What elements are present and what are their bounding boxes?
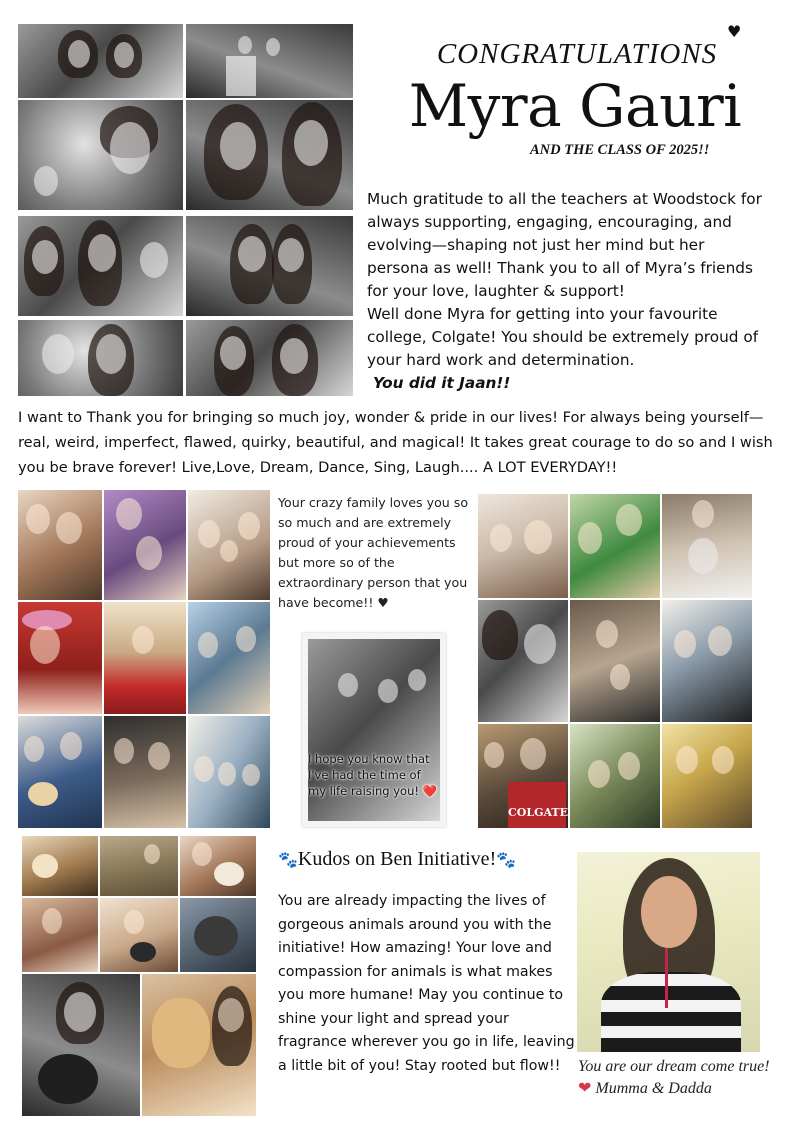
photo — [186, 24, 353, 98]
photo — [188, 490, 270, 600]
photo — [104, 602, 186, 714]
photo — [22, 836, 98, 896]
photo — [180, 836, 256, 896]
photo — [18, 24, 183, 98]
photo — [180, 898, 256, 972]
heart-icon: ❤ — [578, 1080, 592, 1097]
photo — [662, 600, 752, 722]
family-message: Your crazy family loves you so so much and are extremely proud of your achievements but more so of the extraordinary person that you have become!! ♥ — [278, 495, 469, 610]
photo — [570, 600, 660, 722]
parents-text: Mumma & Dadda — [595, 1080, 712, 1097]
photo — [662, 494, 752, 598]
photo — [22, 974, 140, 1116]
photo — [478, 724, 568, 828]
photo — [104, 490, 186, 600]
photo — [478, 494, 568, 598]
gratitude-message — [367, 188, 767, 395]
photo — [188, 716, 270, 828]
gratitude-text: Much gratitude to all the teachers at Woodstock for always supporting, engaging, encouraging, and evolving—shaping not just her mind but her persona as well! Thank you to all of Myra’s friends for your love, laughter & support! — [367, 190, 762, 300]
photo — [186, 320, 353, 396]
photo — [142, 974, 256, 1116]
photo — [18, 320, 183, 396]
photo — [100, 898, 178, 972]
photo — [18, 602, 102, 714]
photo — [662, 724, 752, 828]
kudos-message: You are already impacting the lives of gorgeous animals around you with the initiative! How amazing! Your love and compassion for animals is what makes you more humane! May you continue to shine your light and spread your fragrance wherever you go in life, leaving a little bit of you! Stay rooted but flow!! — [278, 893, 575, 1074]
photo — [100, 836, 178, 896]
photo — [188, 602, 270, 714]
kudos-title: Kudos on Ben Initiative! — [297, 848, 497, 870]
polaroid-photo — [302, 633, 446, 827]
photo — [570, 494, 660, 598]
photo — [22, 898, 98, 972]
graduate-name: Myra Gauri — [408, 72, 742, 140]
photo — [18, 490, 102, 600]
heart-icon: ♥ — [727, 22, 742, 41]
colgate-text: Well done Myra for getting into your favourite college, Colgate! You should be extremely proud of your hard work and determination. — [367, 305, 759, 369]
congratulations-heading: CONGRATULATIONS — [436, 38, 718, 70]
jersey-text: COLGATE — [508, 806, 568, 819]
thank-you-message: I want to Thank you for bringing so much joy, wonder & pride in our lives! For always being yourself—real, weird, imperfect, flawed, quirky, beautiful, and magical! It takes great courage to do so and I wish you be brave forever! Live,Love, Dream, Dance, Sing, Laugh.... A LOT EVERYDAY!! — [18, 409, 773, 476]
did-it-text: You did it Jaan!! — [373, 374, 511, 392]
photo — [18, 716, 102, 828]
photo — [18, 100, 183, 210]
photo — [478, 600, 568, 722]
dream-text: You are our dream come true! — [578, 1058, 770, 1075]
polaroid-caption: I hope you know that I've had the time of my life raising you! ❤️ — [308, 752, 437, 798]
paw-icon: 🐾 — [496, 852, 517, 869]
portrait-photo — [577, 852, 760, 1052]
photo — [186, 216, 353, 316]
photo — [18, 216, 183, 316]
paw-icon: 🐾 — [278, 852, 298, 869]
class-of-subtitle: AND THE CLASS OF 2025!! — [530, 142, 710, 158]
signature — [578, 1078, 778, 1098]
photo — [186, 100, 353, 210]
photo — [570, 724, 660, 828]
kudos-heading — [278, 848, 538, 871]
photo — [104, 716, 186, 828]
